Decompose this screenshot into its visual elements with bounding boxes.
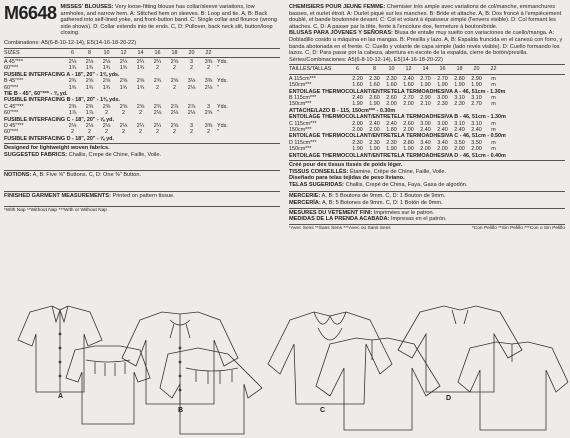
row-value: 2.30: [454, 101, 465, 108]
row-label: A 45"***: [4, 58, 23, 65]
row-label: 150cm***: [289, 146, 312, 153]
row-value: 1.60: [352, 82, 363, 89]
view-label-b: B: [178, 407, 184, 414]
suggested-fabrics-text: Challis, Crepe de Chine, Faille, Voile.: [68, 151, 161, 158]
size-header: 8: [88, 49, 91, 56]
row-unit: Yds.: [217, 78, 228, 85]
row-value: 3: [190, 58, 193, 65]
row-label: C 45"***: [4, 103, 24, 110]
combinations-fr: Séries/Combinaciones: A5(6-8-10-12-14), E5(14-16-18-20-22): [289, 56, 443, 63]
row-value: 1.90: [352, 146, 363, 153]
row-value: 2⅜: [68, 103, 77, 110]
row-value: 2.20: [352, 75, 363, 82]
row-value: 1.90: [420, 82, 431, 89]
sizes-row-fr: [289, 66, 565, 72]
row-value: 3.10: [454, 120, 465, 127]
row-value: 2.00: [386, 101, 397, 108]
merceria: [289, 200, 565, 207]
row-value: 3.40: [437, 139, 448, 146]
row-value: 1.90: [471, 82, 482, 89]
nap-note-en: *With Nap **Without Nap ***With or Without Nap: [4, 207, 107, 213]
row-value: 1¾: [68, 65, 77, 72]
size-header: 6: [71, 49, 74, 56]
row-value: 2: [139, 129, 142, 136]
row-value: 2.30: [386, 139, 397, 146]
finished-text: Printed on pattern tissue.: [112, 193, 175, 200]
merceria-label: MERCERÍA:: [289, 200, 321, 206]
size-header: 18: [456, 66, 463, 73]
row-value: 2.80: [403, 139, 414, 146]
row-value: 2.40: [471, 127, 482, 133]
row-label: 60"***: [4, 110, 19, 117]
row-value: 2: [122, 129, 125, 136]
row-value: 2.80: [454, 75, 465, 82]
row-value: 2⅛: [102, 58, 111, 65]
row-value: 2.60: [369, 94, 380, 101]
description-es-text: Blusa de entalle muy suelto con variaciones de cuello/manga. A: Dobladillo cosido a máquina en las mangas. B: Presilla y lazo. A, B: Espalda fruncida en el canesú con forro, y banda abotonada en el frente. C: Cuello y volante de capa simple (lado revés visible). D: Cuello formando los lazos. C, D: Para pasar por la cabeza, abertura en escote de la espalda, cierre de botón/presilla.: [289, 30, 563, 57]
interfacing-row: [4, 136, 280, 142]
row-value: 2⅝: [119, 103, 128, 110]
row-value: 3.00: [437, 94, 448, 101]
medidas-label: MEDIDAS DE LA PRENDA ACABADA:: [289, 216, 390, 223]
row-value: 1¾: [85, 65, 94, 72]
row-value: 2⅛: [85, 123, 94, 130]
row-value: 3.00: [420, 120, 431, 127]
medidas: [289, 216, 565, 223]
row-label: D 45"***: [4, 123, 24, 130]
row-value: 1¾: [119, 84, 128, 91]
row-value: 1⅞: [68, 110, 77, 117]
row-value: 1.90: [369, 146, 380, 153]
row-value: 2⅝: [170, 58, 179, 65]
row-value: 2: [71, 129, 74, 136]
row-value: 2¾: [153, 103, 162, 110]
row-value: 2⅝: [119, 78, 128, 85]
mesures: [289, 210, 565, 217]
nap-note-es-text: *Con Pelillo **Sin Pelillo ***Con o Sin Pelillo: [471, 225, 565, 231]
row-value: 3.10: [471, 120, 482, 127]
row-unit: ": [217, 84, 219, 91]
row-value: 2.40: [403, 75, 414, 82]
row-value: 1¾: [102, 65, 111, 72]
row-value: 2: [156, 84, 159, 91]
row-value: 1¾: [85, 84, 94, 91]
designed-for: Designed for lightweight woven fabrics.: [4, 145, 110, 152]
view-c-back-drawing: [316, 338, 440, 430]
row-value: 1.90: [386, 146, 397, 153]
finished-label: FINISHED GARMENT MEASUREMENTS:: [4, 193, 111, 200]
row-value: 2¼: [119, 58, 128, 65]
row-value: 2.70: [420, 75, 431, 82]
nap-note-fr-text: *Avec Sens **Sans Sens ***Avec ou Sans Sens: [289, 225, 391, 231]
row-value: 2⅝: [85, 78, 94, 85]
finished-measurements-en: [4, 193, 280, 200]
row-label: FUSIBLE INTERFACING C - 18", 20" - ⅝ yd.: [4, 116, 114, 123]
row-value: 2⅜: [102, 103, 111, 110]
row-unit: ": [217, 110, 219, 117]
row-value: 3: [190, 123, 193, 130]
row-value: 2.40: [420, 127, 431, 133]
suggested-fabrics: [4, 152, 280, 159]
row-label: ENTOILAGE THERMOCOLLANT/ENTRETELA TERMOADHESIVA D - 46, 51cm - 0.40m: [289, 152, 506, 159]
row-value: 2: [173, 129, 176, 136]
notions-en: [4, 172, 280, 179]
row-value: 2⅝: [102, 78, 111, 85]
row-unit: Yds.: [217, 58, 228, 65]
row-label: B 45"***: [4, 78, 24, 85]
nap-note-fr: [289, 226, 565, 233]
row-value: 1¾: [68, 84, 77, 91]
row-value: 3⅜: [204, 123, 213, 130]
row-value: 2.30: [369, 139, 380, 146]
row-value: 3⅛: [187, 78, 196, 85]
english-column: [4, 4, 280, 214]
row-value: 2: [139, 110, 142, 117]
row-value: 2: [156, 65, 159, 72]
view-c-front-drawing: [268, 312, 392, 404]
row-value: m: [491, 146, 496, 153]
row-value: 2.00: [471, 146, 482, 153]
row-value: 2.90: [420, 94, 431, 101]
row-value: 2: [88, 129, 91, 136]
row-unit: Yds.: [217, 103, 228, 110]
row-value: 2.40: [454, 127, 465, 133]
row-label: FUSIBLE INTERFACING B - 18", 20" - 1⅜ yds.: [4, 97, 120, 104]
merceria-text: A, B: 5 Botones de 9mm. C, D: 1 Botón de 9mm.: [321, 200, 443, 206]
row-value: 2.30: [352, 139, 363, 146]
row-value: 2.70: [403, 94, 414, 101]
row-value: 2⅛: [204, 84, 213, 91]
sizes-label: SIZES: [4, 49, 20, 56]
yardage-table-en: [4, 59, 280, 142]
row-value: 2.00: [352, 127, 363, 133]
row-value: 2⅛: [153, 110, 162, 117]
row-value: 2.00: [352, 120, 363, 127]
row-value: m: [491, 120, 496, 127]
row-value: 2.30: [386, 75, 397, 82]
row-value: 2⅛: [187, 84, 196, 91]
description-es: [289, 30, 565, 56]
row-value: 2.00: [437, 146, 448, 153]
row-value: 2.00: [420, 146, 431, 153]
row-unit: ": [217, 65, 219, 72]
row-value: m: [491, 127, 496, 133]
row-value: 2¾: [68, 78, 77, 85]
row-value: 2⅝: [170, 123, 179, 130]
row-value: 2: [105, 129, 108, 136]
row-value: 2.70: [437, 75, 448, 82]
row-value: 2.40: [352, 94, 363, 101]
cree-pour: Créé pour des tissus tissés de poids léger.: [289, 162, 403, 169]
row-value: 2.10: [420, 101, 431, 108]
row-value: 2¼: [136, 58, 145, 65]
notions-text: A, B: Five ⅝" Buttons. C, D: One ⅜" Button.: [32, 172, 142, 179]
size-header: 20: [188, 49, 195, 56]
row-value: 1.90: [437, 82, 448, 89]
telas-text: Challis, Crepé de China, Faya, Gasa de algodón.: [345, 181, 468, 188]
row-label: FUSIBLE INTERFACING A - 18", 20" - 1⅜ yds.: [4, 71, 120, 78]
row-label: TIE B - 45", 60"*** - ⅜ yd.: [4, 91, 68, 97]
medidas-text: Impresas en el patrón.: [390, 216, 447, 223]
row-label: 60"***: [4, 65, 19, 72]
description-en: [61, 4, 280, 37]
mercerie: [289, 193, 565, 200]
row-value: 1.60: [369, 82, 380, 89]
size-header: 16: [439, 66, 446, 73]
size-header: 22: [205, 49, 212, 56]
sizes-row-en: [4, 50, 280, 56]
interfacing-row: [289, 153, 565, 159]
row-label: FUSIBLE INTERFACING D - 18", 20" - ⅝ yd.: [4, 135, 114, 142]
row-value: 1.90: [352, 101, 363, 108]
drawings-svg: [0, 300, 570, 438]
row-value: 1.90: [369, 101, 380, 108]
row-value: 3.50: [454, 139, 465, 146]
mercerie-label: MERCERIE:: [289, 193, 321, 200]
row-label: ENTOILAGE THERMOCOLLANT/ENTRETELA TERMOADHESIVA B - 46, 51cm - 1.30m: [289, 114, 506, 121]
row-value: 2⅝: [204, 110, 213, 117]
row-value: 2.60: [386, 94, 397, 101]
row-value: 1¾: [119, 65, 128, 72]
row-value: 2.70: [471, 101, 482, 108]
description-fr: [289, 4, 565, 30]
telas-label: TELAS SUGERIDAS:: [289, 181, 345, 188]
size-header: 20: [473, 66, 480, 73]
size-header: 14: [137, 49, 144, 56]
row-value: 2: [156, 129, 159, 136]
mesures-label: MESURES DU VETEMENT FINI:: [289, 209, 373, 216]
row-unit: ": [217, 129, 219, 136]
row-value: 1¾: [136, 84, 145, 91]
row-value: 2¼: [136, 123, 145, 130]
row-label: A 115cm***: [289, 75, 316, 82]
row-value: 1¾: [102, 84, 111, 91]
row-value: 2¼: [153, 123, 162, 130]
row-label: ATTACHE/LAZO B - 115, 150cm*** - 0.30m: [289, 107, 396, 114]
view-label-c: C: [320, 407, 326, 414]
size-header: 10: [388, 66, 395, 73]
row-value: 2⅝: [136, 78, 145, 85]
size-header: 18: [171, 49, 178, 56]
row-value: 2: [173, 65, 176, 72]
row-value: 2⅛: [119, 123, 128, 130]
tailles-label: TAILLES/TALLAS: [289, 66, 332, 73]
row-value: 2⅛: [68, 123, 77, 130]
row-value: 2⅛: [85, 58, 94, 65]
row-value: 2.00: [454, 146, 465, 153]
size-header: 10: [103, 49, 110, 56]
row-label: ENTOILAGE THERMOCOLLANT/ENTRETELA TERMOADHESIVA C - 46, 51cm - 0.50m: [289, 133, 506, 140]
row-label: 150cm***: [289, 82, 312, 89]
row-value: 1.90: [403, 146, 414, 153]
row-value: 2: [105, 110, 108, 117]
row-value: 3: [207, 103, 210, 110]
row-value: 2.00: [403, 101, 414, 108]
mercerie-text: A, B: 5 Boutons de 9mm. C, D: 1 Bouton de 9mm.: [321, 193, 446, 200]
row-value: 3.10: [471, 94, 482, 101]
row-value: 2: [190, 65, 193, 72]
description-en-title: MISSES' BLOUSES:: [60, 4, 114, 10]
row-label: 60"***: [4, 129, 19, 136]
row-value: 2.40: [437, 127, 448, 133]
technical-drawings: [0, 300, 570, 438]
row-value: 2⅞: [187, 103, 196, 110]
row-value: 2.00: [369, 127, 380, 133]
row-value: 2⅛: [187, 110, 196, 117]
view-a-back-drawing: [66, 346, 150, 424]
row-value: m: [491, 82, 496, 89]
row-value: 3⅜: [204, 78, 213, 85]
row-value: 2⅛: [68, 58, 77, 65]
size-header: 22: [490, 66, 497, 73]
row-label: ENTOILAGE THERMOCOLLANT/ENTRETELA TERMOADHESIVA A - 46, 51cm - 1.30m: [289, 88, 506, 95]
tissus-label: TISSUS CONSEILLÉS:: [289, 168, 349, 175]
row-value: 3.10: [454, 94, 465, 101]
combinations-en: Combinations: A5(6-8-10-12-14), E5(14-16-18-20-22): [4, 39, 137, 46]
row-value: 1.60: [403, 82, 414, 89]
row-value: 2⅝: [170, 78, 179, 85]
row-value: 2: [122, 110, 125, 117]
view-label-d: D: [446, 395, 452, 402]
french-spanish-column: [289, 4, 565, 232]
tissus-text: Étamine, Crêpe de Chine, Faille, Voile.: [349, 168, 447, 175]
telas-sugeridas: [289, 182, 565, 189]
description-es-title: BLUSAS PARA JÓVENES Y SEÑORAS:: [289, 30, 393, 37]
row-value: 2¼: [153, 58, 162, 65]
mesures-text: Imprimées sur le patron.: [373, 209, 435, 216]
row-value: 3⅜: [204, 58, 213, 65]
row-label: 150cm***: [289, 127, 312, 133]
row-value: m: [491, 75, 496, 82]
row-value: 3.00: [437, 120, 448, 127]
view-d-front-drawing: [398, 306, 522, 392]
row-unit: Yds.: [217, 123, 228, 130]
row-value: 2: [173, 84, 176, 91]
notions-label: NOTIONS:: [4, 172, 32, 179]
row-value: 2.30: [369, 75, 380, 82]
size-header: 12: [120, 49, 127, 56]
row-value: 2¾: [153, 78, 162, 85]
row-value: 1.60: [386, 82, 397, 89]
description-fr-title: CHEMISIERS POUR JEUNE FEMME:: [289, 4, 386, 10]
row-label: D 115cm***: [289, 139, 317, 146]
row-value: 2.40: [369, 120, 380, 127]
size-header: 12: [405, 66, 412, 73]
view-b-back-drawing: [160, 348, 262, 434]
row-value: 2.60: [403, 120, 414, 127]
size-header: 6: [356, 66, 359, 73]
row-value: m: [491, 101, 496, 108]
description-fr-text: Chemisier très ample avec variations de col/manche, emmanchures basses, et ourlet étroit. A: Ourlet piqué sur les manches. B: Bride et attache. A, B: Dos froncé à l'empiècement doublé, et bande boutonnée devant. C: Col et volant à épaisseur simple (l'envers visible). D: Col formant les attaches. C, D: A passer par la tête, fente à l'encolure dos, fermeture à bouton/bride.: [289, 4, 562, 30]
view-a-front-drawing: [18, 306, 102, 392]
size-header: 14: [422, 66, 429, 73]
row-value: 3.40: [420, 139, 431, 146]
row-value: 2: [190, 129, 193, 136]
row-value: 1.90: [454, 82, 465, 89]
row-value: 2.90: [471, 75, 482, 82]
row-value: 3.50: [471, 139, 482, 146]
row-value: 2.30: [437, 101, 448, 108]
suggested-fabrics-label: SUGGESTED FABRICS:: [4, 151, 68, 158]
view-label-a: A: [58, 393, 64, 400]
row-label: C 115cm***: [289, 120, 317, 127]
row-value: 1⅞: [85, 110, 94, 117]
row-value: 2⅜: [85, 103, 94, 110]
row-value: 2⅝: [136, 103, 145, 110]
row-value: 2: [207, 129, 210, 136]
row-value: m: [491, 94, 496, 101]
pattern-number: M6648: [4, 3, 57, 23]
row-value: 2.00: [403, 127, 414, 133]
row-value: 2⅞: [170, 103, 179, 110]
tissus-conseilles: [289, 169, 565, 176]
row-label: 60"***: [4, 84, 19, 91]
row-value: 2⅛: [102, 123, 111, 130]
row-value: 1.80: [386, 127, 397, 133]
row-label: B 115cm***: [289, 94, 317, 101]
size-header: 8: [373, 66, 376, 73]
description-en-text: Very loose-fitting blouse has collar/sleeve variations, low armholes, and narrow hem. A: Stitched hem on sleeves. B: Loop and tie. A, B: Back gathered into self-lined yoke, and front-button band. C: Single collar and flounce (wrong side shows). D: Collar extends into tie ends. C, D: Pullover, back neck slit, button/loop closing.: [60, 4, 277, 37]
row-value: 2⅛: [170, 110, 179, 117]
yardage-table-fr: [289, 76, 565, 159]
row-value: m: [491, 139, 496, 146]
disenado: Diseñado para telas tejidas de peso liviano.: [289, 175, 405, 182]
row-label: 150cm***: [289, 101, 312, 108]
size-header: 16: [154, 49, 161, 56]
row-value: 2.40: [386, 120, 397, 127]
row-value: 1¾: [136, 65, 145, 72]
row-value: 2: [207, 65, 210, 72]
